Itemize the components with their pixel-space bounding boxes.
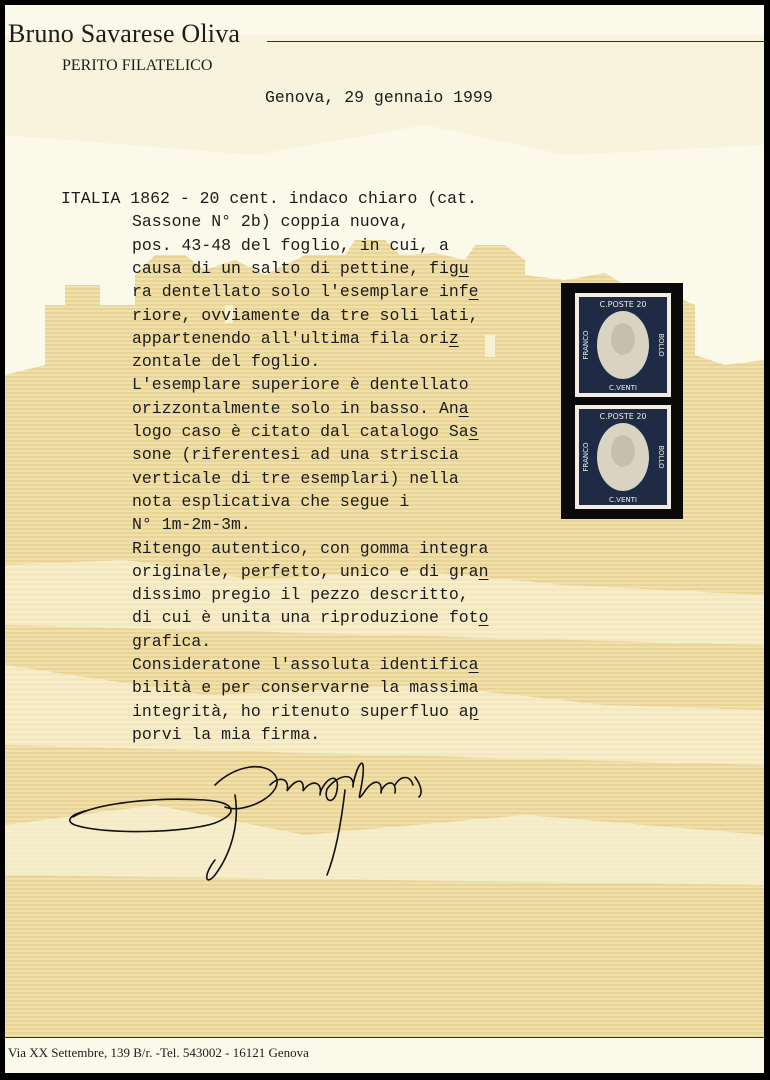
- hyphen-underline-letter: e: [468, 282, 479, 302]
- certificate-line: [132, 377, 469, 394]
- certificate-line: [132, 657, 479, 674]
- certificate-line: [132, 491, 410, 511]
- hyphen-underline-letter: a: [458, 398, 469, 418]
- certificate-text: [5, 5, 764, 1073]
- certificate-line-text: Ritengo autentico, con gomma integra: [132, 538, 489, 558]
- certificate-line-text: orizzontalmente solo in basso. An: [132, 398, 459, 418]
- certificate-line: [132, 538, 489, 558]
- hyphen-underline-letter: s: [468, 422, 479, 441]
- certificate-line-text: Sassone N° 2b) coppia nuova,: [132, 212, 410, 232]
- certificate-line: [132, 610, 488, 627]
- certificate-line: [132, 398, 469, 418]
- hyphen-underline-letter: n: [478, 561, 489, 581]
- hyphen-underline-letter: o: [478, 608, 489, 628]
- stamp-bottom-label-left: FRANCO: [582, 442, 590, 472]
- footer-address: Via XX Settembre, 139 B/r. -Tel. 543002 - 16121 Genova: [8, 1045, 309, 1060]
- stamp-top-label-left: FRANCO: [582, 330, 590, 360]
- certificate-line-text: integrità, ho ritenuto superfluo a: [132, 701, 469, 721]
- certificate-line-text: grafica.: [132, 631, 212, 651]
- stamp-bottom-label-right: BOLLO: [657, 445, 665, 469]
- certificate-line-text: sone (riferentesi ad una striscia: [132, 445, 459, 465]
- certificate-line: [132, 328, 459, 348]
- certificate-line: [132, 214, 409, 231]
- place-date: Genova, 29 gennaio 1999: [265, 88, 493, 107]
- certificate-line-text: di cui è unita una riproduzione fot: [132, 608, 479, 628]
- certificate-line-text: zontale del foglio.: [132, 352, 321, 372]
- stamp-bottom-label-bottom: C.VENTI: [609, 496, 637, 504]
- certificate-sheet: [5, 5, 764, 1073]
- certificate-line-text: ra dentellato solo l'esemplare inf: [132, 282, 469, 302]
- certificate-line: [132, 424, 479, 441]
- stamp-top-label-right: BOLLO: [657, 333, 665, 357]
- footer-rule: [5, 1037, 764, 1038]
- hyphen-underline-letter: u: [458, 258, 469, 278]
- certificate-line-text: porvi la mia firma.: [132, 724, 321, 744]
- expert-name: Bruno Savarese Oliva: [8, 19, 241, 48]
- certificate-line-text: L'esemplare superiore è dentellato: [132, 375, 469, 395]
- certificate-line: [132, 517, 251, 534]
- certificate-line-text: dissimo pregio il pezzo descritto,: [132, 585, 469, 605]
- certificate-line-text: N° 1m-2m-3m.: [132, 515, 251, 535]
- certificate-line-text: logo caso è citato dal catalogo Sa: [132, 422, 469, 441]
- certificate-line-text: causa di un salto di pettine, fig: [132, 258, 459, 278]
- certificate-line: [132, 258, 469, 278]
- certificate-line: [132, 587, 469, 604]
- stamp-top-label-top: C.POSTE 20: [599, 300, 647, 309]
- expert-title: PERITO FILATELICO: [62, 57, 213, 74]
- certificate-line-text: ITALIA 1862 - 20 cent. indaco chiaro (cat.: [61, 189, 477, 208]
- certificate-line: [132, 631, 212, 651]
- certificate-line-text: nota esplicativa che segue i: [132, 491, 410, 511]
- certificate-line: [132, 561, 489, 581]
- certificate-line: [132, 468, 459, 488]
- certificate-line: [132, 235, 449, 255]
- certificate-line: [132, 305, 479, 325]
- certificate-line: [61, 191, 477, 208]
- certificate-line: [132, 680, 479, 697]
- certificate-line: [132, 284, 479, 301]
- hyphen-underline-letter: a: [468, 655, 479, 674]
- certificate-line-text: appartenendo all'ultima fila ori: [132, 328, 449, 348]
- certificate-line-text: Consideratone l'assoluta identific: [132, 655, 469, 674]
- certificate-line: [132, 724, 321, 744]
- stamp-top-label-bottom: C.VENTI: [609, 384, 637, 392]
- certificate-line-text: bilità e per conservarne la massima: [132, 678, 479, 698]
- certificate-line-text: riore, ovviamente da tre soli lati,: [132, 305, 479, 325]
- stamp-vertical-pair-photo: [561, 283, 683, 519]
- certificate-line: [132, 354, 320, 371]
- certificate-line-text: originale, perfetto, unico e di gra: [132, 561, 479, 581]
- certificate-line: [132, 447, 459, 464]
- handwritten-signature: [65, 745, 445, 895]
- hyphen-underline-letter: p: [468, 701, 479, 721]
- hyphen-underline-letter: z: [448, 328, 459, 348]
- stamp-bottom-label-top: C.POSTE 20: [599, 412, 647, 421]
- certificate-line-text: verticale di tre esemplari) nella: [132, 468, 459, 488]
- certificate-line: [132, 701, 479, 721]
- certificate-line-text: pos. 43-48 del foglio, in cui, a: [132, 235, 449, 255]
